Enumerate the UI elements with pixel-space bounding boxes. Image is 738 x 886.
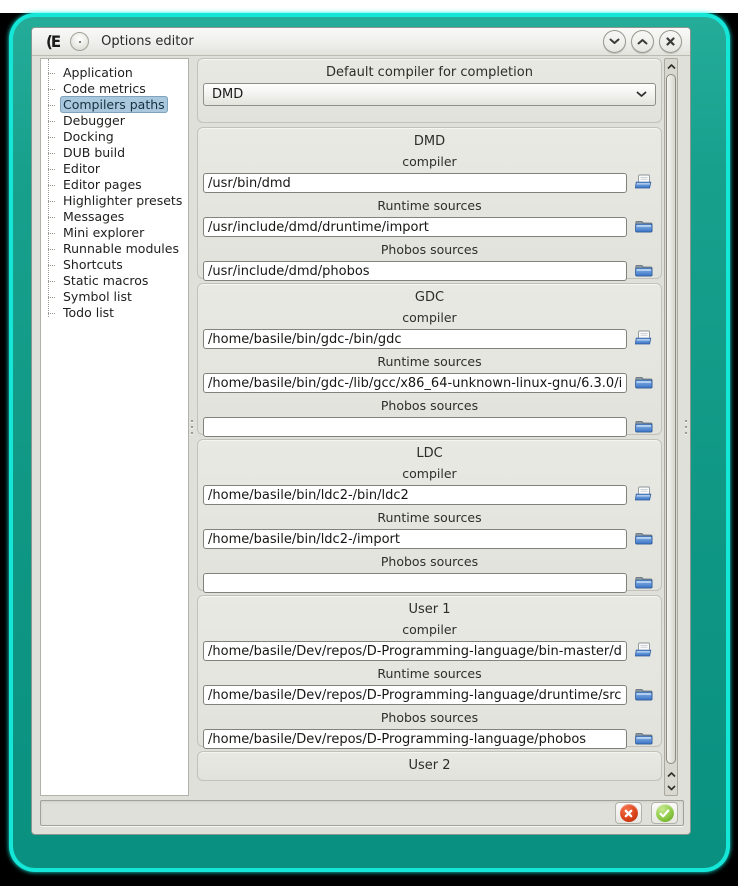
sidebar-item-label: Highlighter presets <box>63 193 183 208</box>
field-row <box>203 328 656 350</box>
sidebar-item-runnable-modules[interactable] <box>41 241 188 257</box>
field-label-runtime-sources: Runtime sources <box>377 354 482 369</box>
user-1-phobos-sources-input[interactable] <box>203 729 627 749</box>
browse-file-button[interactable] <box>630 640 656 662</box>
field-label-compiler: compiler <box>402 622 457 637</box>
sidebar-item-label: Todo list <box>63 305 115 320</box>
user-1-compiler-input[interactable] <box>203 641 627 661</box>
options-editor-dialog <box>31 27 691 835</box>
browse-folder-button[interactable] <box>630 372 656 394</box>
unshade-button[interactable] <box>631 30 654 53</box>
group-title: Default compiler for completion <box>326 65 533 80</box>
field-label-compiler: compiler <box>402 154 457 169</box>
field-label-compiler: compiler <box>402 310 457 325</box>
scroll-down-button[interactable] <box>665 781 677 794</box>
dmd-phobos-sources-input[interactable] <box>203 261 627 281</box>
accept-button[interactable] <box>651 802 678 824</box>
browse-folder-button[interactable] <box>630 416 656 438</box>
compilers-paths-page <box>197 58 684 796</box>
sidebar-item-label: DUB build <box>63 145 126 160</box>
browse-folder-button[interactable] <box>630 216 656 238</box>
accept-icon <box>656 804 674 822</box>
right-splitter-grip[interactable] <box>685 420 687 434</box>
browse-folder-button[interactable] <box>630 528 656 550</box>
sidebar-item-code-metrics[interactable] <box>41 81 188 97</box>
compiler-group-ldc <box>197 439 662 591</box>
browse-folder-button[interactable] <box>630 572 656 594</box>
coedit-logo-icon: (E <box>46 32 60 51</box>
cancel-button[interactable] <box>615 802 642 824</box>
splitter-grip[interactable] <box>191 420 193 434</box>
cancel-icon <box>620 804 638 822</box>
groups-column <box>197 58 662 785</box>
compiler-group-user-2 <box>197 751 662 781</box>
sidebar-item-label: Runnable modules <box>63 241 179 256</box>
sidebar-item-symbol-list[interactable] <box>41 289 188 305</box>
field-label-phobos-sources: Phobos sources <box>380 398 479 413</box>
categories-tree <box>41 59 188 321</box>
field-row <box>203 528 656 550</box>
dmd-compiler-input[interactable] <box>203 173 627 193</box>
chevron-down-icon <box>609 38 620 45</box>
browse-folder-button[interactable] <box>630 684 656 706</box>
browse-folder-button[interactable] <box>630 728 656 750</box>
categories-panel <box>40 58 189 796</box>
vertical-scrollbar[interactable] <box>664 58 678 796</box>
titlebar[interactable] <box>32 28 690 56</box>
ldc-phobos-sources-input[interactable] <box>203 573 627 593</box>
ldc-compiler-input[interactable] <box>203 485 627 505</box>
sidebar-item-label: Messages <box>63 209 125 224</box>
statusbar <box>40 800 684 826</box>
browse-file-button[interactable] <box>630 484 656 506</box>
sidebar-item-messages[interactable] <box>41 209 188 225</box>
close-button[interactable] <box>659 30 682 53</box>
gdc-phobos-sources-input[interactable] <box>203 417 627 437</box>
sidebar-item-label: Shortcuts <box>63 257 123 272</box>
sidebar-item-label: Application <box>63 65 133 80</box>
field-row <box>203 572 656 594</box>
folder-icon <box>634 686 653 705</box>
group-title: LDC <box>416 446 443 461</box>
sidebar-item-dub-build[interactable] <box>41 145 188 161</box>
field-label-runtime-sources: Runtime sources <box>377 198 482 213</box>
field-row <box>203 216 656 238</box>
folder-icon <box>634 262 653 281</box>
ldc-runtime-sources-input[interactable] <box>203 529 627 549</box>
desktop-background-top <box>0 0 738 13</box>
field-row <box>203 484 656 506</box>
sidebar-item-debugger[interactable] <box>41 113 188 129</box>
open-file-icon <box>634 642 653 661</box>
window-title: Options editor <box>101 34 194 49</box>
shade-button[interactable] <box>603 30 626 53</box>
sidebar-item-label: Compilers paths <box>60 96 168 113</box>
sidebar-item-label: Static macros <box>63 273 149 288</box>
sidebar-item-editor-pages[interactable] <box>41 177 188 193</box>
compiler-group-gdc <box>197 283 662 435</box>
sidebar-item-highlighter-presets[interactable] <box>41 193 188 209</box>
window-menu-button[interactable] <box>70 32 89 51</box>
folder-icon <box>634 218 653 237</box>
group-title: DMD <box>413 134 446 149</box>
sidebar-item-docking[interactable] <box>41 129 188 145</box>
browse-file-button[interactable] <box>630 328 656 350</box>
group-title: GDC <box>414 290 445 305</box>
field-row <box>203 260 656 282</box>
sidebar-item-todo-list[interactable] <box>41 305 188 321</box>
folder-icon <box>634 374 653 393</box>
user-1-runtime-sources-input[interactable] <box>203 685 627 705</box>
sidebar-item-shortcuts[interactable] <box>41 257 188 273</box>
field-row <box>203 684 656 706</box>
sidebar-item-label: Mini explorer <box>63 225 145 240</box>
gdc-runtime-sources-input[interactable] <box>203 373 627 393</box>
field-label-phobos-sources: Phobos sources <box>380 554 479 569</box>
compiler-group-user-1 <box>197 595 662 747</box>
sidebar-item-label: Docking <box>63 129 114 144</box>
sidebar-item-label: Debugger <box>63 113 125 128</box>
field-row <box>203 416 656 438</box>
default-compiler-group <box>197 58 662 123</box>
selected-compiler-value: DMD <box>212 87 244 102</box>
sidebar-item-editor[interactable] <box>41 161 188 177</box>
folder-icon <box>634 574 653 593</box>
field-row <box>203 172 656 194</box>
sidebar-item-label: Code metrics <box>63 81 146 96</box>
gdc-compiler-input[interactable] <box>203 329 627 349</box>
open-file-icon <box>634 486 653 505</box>
sidebar-item-mini-explorer[interactable] <box>41 225 188 241</box>
sidebar-item-label: Editor <box>63 161 100 176</box>
chevron-up-icon <box>637 38 648 45</box>
sidebar-item-label: Symbol list <box>63 289 132 304</box>
browse-folder-button[interactable] <box>630 260 656 282</box>
field-label-runtime-sources: Runtime sources <box>377 510 482 525</box>
sidebar-item-static-macros[interactable] <box>41 273 188 289</box>
field-label-phobos-sources: Phobos sources <box>380 710 479 725</box>
scroll-up-button-bottom[interactable] <box>665 768 677 781</box>
field-row <box>203 372 656 394</box>
sidebar-item-compilers-paths[interactable] <box>41 97 188 113</box>
sidebar-item-label: Editor pages <box>63 177 142 192</box>
folder-icon <box>634 530 653 549</box>
field-label-phobos-sources: Phobos sources <box>380 242 479 257</box>
scroll-up-button[interactable] <box>665 60 677 73</box>
scrollbar-thumb[interactable] <box>666 74 676 764</box>
sidebar-item-application[interactable] <box>41 65 188 81</box>
open-file-icon <box>634 330 653 349</box>
close-icon <box>666 37 675 46</box>
default-compiler-select[interactable] <box>203 83 656 106</box>
chevron-down-icon <box>636 87 647 102</box>
field-row <box>203 728 656 750</box>
field-row <box>203 640 656 662</box>
folder-icon <box>634 418 653 437</box>
field-label-runtime-sources: Runtime sources <box>377 666 482 681</box>
field-label-compiler: compiler <box>402 466 457 481</box>
compiler-group-dmd <box>197 127 662 279</box>
dmd-runtime-sources-input[interactable] <box>203 217 627 237</box>
folder-icon <box>634 730 653 749</box>
browse-file-button[interactable] <box>630 172 656 194</box>
group-title: User 1 <box>408 602 451 617</box>
open-file-icon <box>634 174 653 193</box>
group-title: User 2 <box>408 758 451 773</box>
